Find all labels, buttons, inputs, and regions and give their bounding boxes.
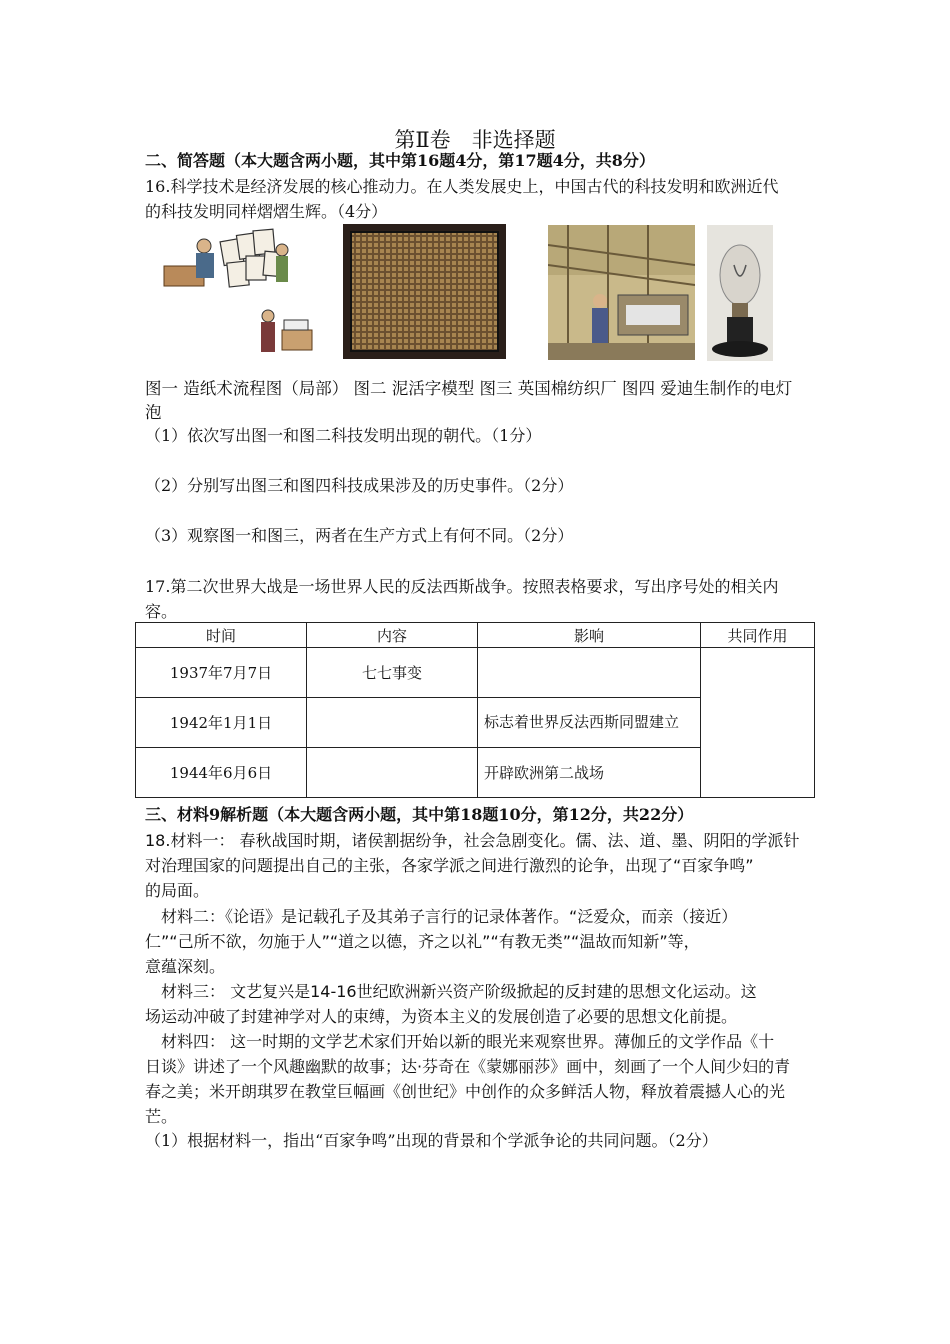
q18-material4-line4: 芒。 <box>145 1107 178 1126</box>
table-header-row <box>136 623 815 648</box>
header-common-role: 共同作用 <box>701 623 815 648</box>
header-content: 内容 <box>307 623 478 648</box>
q16-subquestion-1: （1）依次写出图一和图二科技发明出现的朝代。（1分） <box>145 426 542 445</box>
q16-subquestion-3: （3）观察图一和图三，两者在生产方式上有何不同。（2分） <box>145 526 574 545</box>
q16-subquestion-2: （2）分别写出图三和图四科技成果涉及的历史事件。（2分） <box>145 476 574 495</box>
q18-material1-line3: 的局面。 <box>145 881 210 900</box>
ww2-table <box>135 622 815 798</box>
q17-intro-line2: 容。 <box>145 602 178 621</box>
section-3-heading: 三、材料9解析题（本大题含两小题，其中第18题10分，第12分，共22分） <box>145 805 694 824</box>
cell-impact: 开辟欧洲第二战场 <box>478 748 701 798</box>
cell-content: 七七事变 <box>307 648 478 698</box>
q16-figure-caption-cont: 泡 <box>145 403 162 422</box>
q18-material1-line2: 对治理国家的问题提出自己的主张，各家学派之间进行激烈的论争，出现了“百家争鸣” <box>145 856 754 875</box>
edison-light-bulb <box>707 225 773 361</box>
cell-content <box>307 698 478 748</box>
q18-material3-line1: 材料三： 文艺复兴是14-16世纪欧洲新兴资产阶级掀起的反封建的思想文化运动。这 <box>145 982 757 1001</box>
q17-intro-line1: 17.第二次世界大战是一场世界人民的反法西斯战争。按照表格要求，写出序号处的相关内 <box>145 577 779 596</box>
cell-time: 1937年7月7日 <box>136 648 307 698</box>
q18-material3-line2: 场运动冲破了封建神学对人的束缚，为资本主义的发展创造了必要的思想文化前提。 <box>145 1007 738 1026</box>
cell-time: 1942年1月1日 <box>136 698 307 748</box>
q18-material1-line1: 18.材料一： 春秋战国时期，诸侯割据纷争，社会急剧变化。儒、法、道、墨、阴阳的学派针 <box>145 831 800 850</box>
page-title: 第Ⅱ卷 非选择题 <box>394 128 556 152</box>
movable-type-model <box>343 224 506 359</box>
q18-subquestion-1: （1）根据材料一，指出“百家争鸣”出现的背景和个学派争论的共同问题。（2分） <box>145 1131 718 1150</box>
header-time: 时间 <box>136 623 307 648</box>
q18-material4-line3: 春之美；米开朗琪罗在教堂巨幅画《创世纪》中创作的众多鲜活人物，释放着震撼人心的光 <box>145 1082 786 1101</box>
q16-intro-line1: 16.科学技术是经济发展的核心推动力。在人类发展史上，中国古代的科技发明和欧洲近代 <box>145 177 779 196</box>
q16-figure-caption: 图一 造纸术流程图（局部） 图二 泥活字模型 图三 英国棉纺织厂 图四 爱迪生制作的电灯 <box>145 379 793 398</box>
header-impact: 影响 <box>478 623 701 648</box>
papermaking-illustration <box>160 226 320 358</box>
q18-material2-line3: 意蕴深刻。 <box>145 957 226 976</box>
q18-material2-line2: 仁”“己所不欲，勿施于人”“道之以德，齐之以礼”“有教无类”“温故而知新”等， <box>145 932 700 951</box>
q18-material2-line1: 材料二：《论语》是记载孔子及其弟子言行的记录体著作。“泛爱众，而亲（接近） <box>145 907 738 926</box>
section-2-heading: 二、简答题（本大题含两小题，其中第16题4分，第17题4分，共8分） <box>145 151 655 170</box>
cell-impact: 标志着世界反法西斯同盟建立 <box>478 698 701 748</box>
q18-material4-line2: 日谈》讲述了一个风趣幽默的故事；达·芬奇在《蒙娜丽莎》画中，刻画了一个人间少妇的青 <box>145 1057 791 1076</box>
cell-time: 1944年6月6日 <box>136 748 307 798</box>
cell-common-role <box>701 648 815 798</box>
cell-content <box>307 748 478 798</box>
cell-impact <box>478 648 701 698</box>
q16-intro-line2: 的科技发明同样熠熠生辉。（4分） <box>145 202 388 221</box>
cotton-mill-illustration <box>548 225 695 360</box>
q18-material4-line1: 材料四： 这一时期的文学艺术家们开始以新的眼光来观察世界。薄伽丘的文学作品《十 <box>145 1032 775 1051</box>
table-row <box>136 648 815 698</box>
